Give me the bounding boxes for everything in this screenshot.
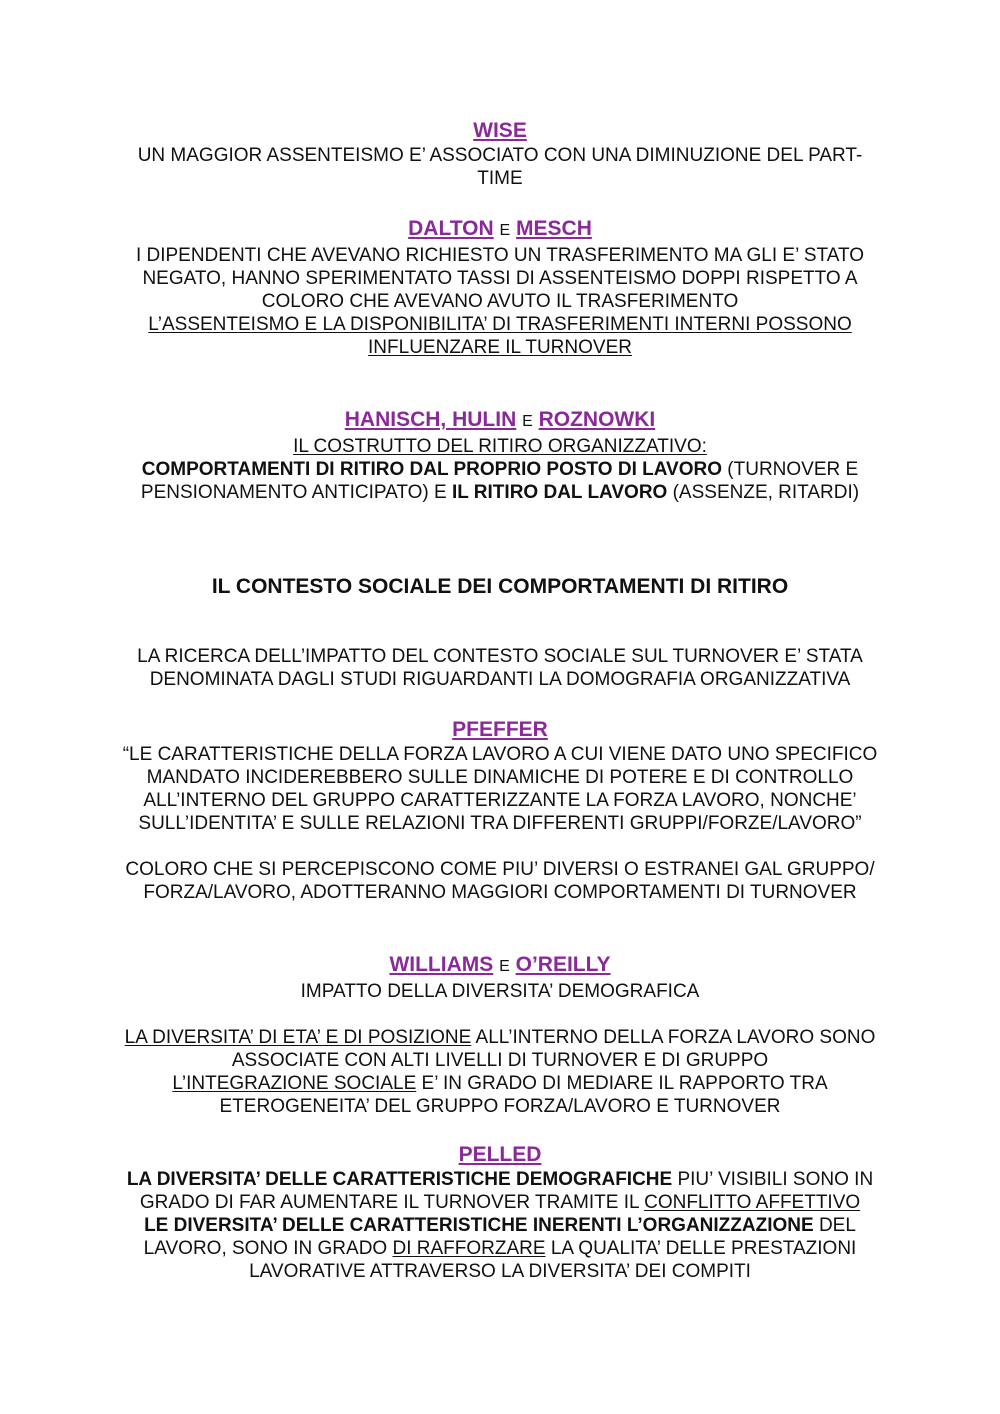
williams-line-2-underlined: LA DIVERSITA’ DI ETA’ E DI POSIZIONE	[124, 1027, 472, 1048]
dalton-line-4: L’ASSENTEISMO E LA DISPONIBILITA’ DI TRASFERIMENTI INTERNI POSSONO	[148, 314, 852, 335]
section-title: IL CONTESTO SOCIALE DEI COMPORTAMENTI DI RITIRO	[211, 575, 789, 598]
dalton-heading	[95, 216, 905, 244]
pfeffer-line-2: MANDATO INCIDEREBBERO SULLE DINAMICHE DI POTERE E DI CONTROLLO	[146, 767, 854, 788]
author-williams: WILLIAMS	[389, 953, 494, 976]
dalton-section	[95, 216, 905, 359]
williams-line-4-underlined: L’INTEGRAZIONE SOCIALE	[172, 1073, 417, 1094]
pfeffer-heading	[95, 717, 905, 743]
hanisch-line-2	[95, 458, 905, 481]
wise-section	[95, 118, 905, 190]
author-mesch: MESCH	[516, 217, 592, 240]
dalton-line-5: INFLUENZARE IL TURNOVER	[368, 337, 632, 358]
wise-heading	[95, 118, 905, 144]
section-line-1: LA RICERCA DELL’IMPATTO DEL CONTESTO SOCIALE SUL TURNOVER E’ STATA	[137, 646, 863, 667]
williams-line-3: ASSOCIATE CON ALTI LIVELLI DI TURNOVER E DI GRUPPO	[231, 1050, 769, 1071]
williams-line-1: IMPATTO DELLA DIVERSITA’ DEMOGRAFICA	[300, 981, 700, 1002]
conjunction: E	[499, 958, 510, 975]
author-wise: WISE	[473, 119, 527, 142]
williams-section	[95, 952, 905, 1118]
pelled-line-1-bold: LA DIVERSITA’ DELLE CARATTERISTICHE DEMOGRAFICHE	[126, 1169, 673, 1190]
conjunction: E	[499, 222, 511, 239]
author-dalton: DALTON	[408, 217, 494, 240]
pfeffer-line-5: COLORO CHE SI PERCEPISCONO COME PIU’ DIVERSI O ESTRANEI GAL GRUPPO/	[125, 859, 875, 880]
pelled-line-4-rest: LA QUALITA’ DELLE PRESTAZIONI	[545, 1238, 857, 1259]
hanisch-line-2-rest: (TURNOVER E	[722, 459, 859, 480]
williams-line-2	[95, 1026, 905, 1049]
pelled-line-4	[95, 1237, 905, 1260]
section-line-2: DENOMINATA DAGLI STUDI RIGUARDANTI LA DOMOGRAFIA ORGANIZZATIVA	[149, 669, 851, 690]
dalton-line-1: I DIPENDENTI CHE AVEVANO RICHIESTO UN TRASFERIMENTO MA GLI E’ STATO	[135, 245, 865, 266]
pelled-line-2-start: GRADO DI FAR AUMENTARE IL TURNOVER TRAMITE IL	[139, 1192, 645, 1213]
pelled-heading	[95, 1142, 905, 1168]
document-page	[95, 118, 905, 1283]
pelled-line-2	[95, 1191, 905, 1214]
author-pelled: PELLED	[458, 1143, 542, 1166]
williams-line-5: ETEROGENEITA’ DEL GRUPPO FORZA/LAVORO E TURNOVER	[219, 1096, 781, 1117]
author-roznowki: ROZNOWKI	[538, 408, 656, 431]
pfeffer-section	[95, 717, 905, 904]
pfeffer-line-1: “LE CARATTERISTICHE DELLA FORZA LAVORO A CUI VIENE DATO UNO SPECIFICO	[122, 744, 878, 765]
hanisch-line-3-rest: (ASSENZE, RITARDI)	[667, 482, 860, 503]
wise-line-2: TIME	[477, 168, 523, 189]
williams-line-2-rest: ALL’INTERNO DELLA FORZA LAVORO SONO	[471, 1027, 876, 1048]
conjunction: E	[522, 413, 533, 430]
pelled-line-3-rest: DEL	[813, 1215, 856, 1236]
author-pfeffer: PFEFFER	[452, 718, 548, 741]
hanisch-heading	[95, 407, 905, 435]
pelled-line-4-underlined: DI RAFFORZARE	[392, 1238, 546, 1259]
wise-line-1: UN MAGGIOR ASSENTEISMO E’ ASSOCIATO CON UNA DIMINUZIONE DEL PART-	[137, 145, 863, 166]
dalton-line-3: COLORO CHE AVEVANO AVUTO IL TRASFERIMENTO	[261, 291, 739, 312]
hanisch-line-1: IL COSTRUTTO DEL RITIRO ORGANIZZATIVO:	[293, 436, 707, 457]
hanisch-line-3	[95, 481, 905, 504]
pelled-line-1-rest: PIU’ VISIBILI SONO IN	[672, 1169, 874, 1190]
pelled-line-5: LAVORATIVE ATTRAVERSO LA DIVERSITA’ DEI COMPITI	[249, 1261, 751, 1282]
pelled-section	[95, 1142, 905, 1283]
hanisch-line-2-bold: COMPORTAMENTI DI RITIRO DAL PROPRIO POSTO DI LAVORO	[141, 459, 723, 480]
pfeffer-line-6: FORZA/LAVORO, ADOTTERANNO MAGGIORI COMPORTAMENTI DI TURNOVER	[143, 882, 857, 903]
williams-heading	[95, 952, 905, 980]
hanisch-line-3-start: PENSIONAMENTO ANTICIPATO) E	[140, 482, 452, 503]
pelled-line-3	[95, 1214, 905, 1237]
pfeffer-line-3: ALL’INTERNO DEL GRUPPO CARATTERIZZANTE LA FORZA LAVORO, NONCHE’	[143, 790, 857, 811]
author-oreilly: O’REILLY	[515, 953, 611, 976]
hanisch-section	[95, 407, 905, 504]
hanisch-line-3-bold: IL RITIRO DAL LAVORO	[451, 482, 668, 503]
dalton-line-2: NEGATO, HANNO SPERIMENTATO TASSI DI ASSENTEISMO DOPPI RISPETTO A	[142, 268, 858, 289]
williams-line-4-rest: E’ IN GRADO DI MEDIARE IL RAPPORTO TRA	[416, 1073, 828, 1094]
pfeffer-line-4: SULL’IDENTITA’ E SULLE RELAZIONI TRA DIFFERENTI GRUPPI/FORZE/LAVORO”	[138, 813, 862, 834]
pelled-line-4-start: LAVORO, SONO IN GRADO	[143, 1238, 393, 1259]
pelled-line-3-bold: LE DIVERSITA’ DELLE CARATTERISTICHE INERENTI L’ORGANIZZAZIONE	[144, 1215, 814, 1236]
pelled-line-2-underlined: CONFLITTO AFFETTIVO	[644, 1192, 861, 1213]
author-hanisch-hulin: HANISCH, HULIN	[344, 408, 517, 431]
social-context-section	[95, 574, 905, 691]
pelled-line-1	[95, 1168, 905, 1191]
williams-line-4	[95, 1072, 905, 1095]
